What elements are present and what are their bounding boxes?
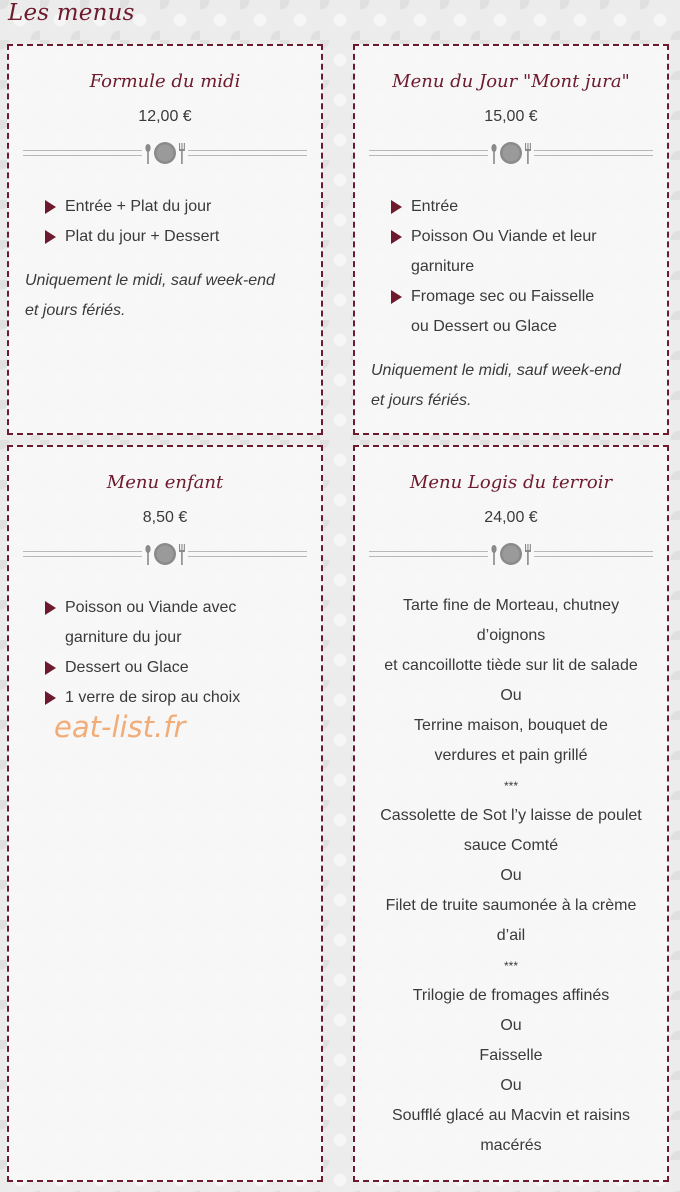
dish-line: Ou [500,1017,522,1034]
menu-items [355,192,667,342]
dish-line: d’ail [496,927,526,944]
menu-items [9,593,321,713]
plate-fork-spoon-icon [142,541,188,567]
menu-title: Menu du Jour "Mont jura" [392,71,630,92]
dish-line: Ou [500,1077,522,1094]
triangle-bullet-icon [391,290,402,304]
menu-note: Uniquement le midi, sauf week-end et jours fériés. [371,362,621,409]
list-item: Plat du jour + Dessert [45,222,307,252]
list-item: Entrée [391,192,653,222]
dish-line: Ou [500,687,522,704]
plate-fork-spoon-icon [142,140,188,166]
list-item: Poisson ou Viande avec garniture du jour [45,593,307,653]
dish-line: Ou [500,867,522,884]
plate-fork-spoon-icon [488,541,534,567]
menu-note: Uniquement le midi, sauf week-end et jours fériés. [25,272,275,319]
dish-line: d’oignons [476,627,546,644]
menu-title: Menu Logis du terroir [409,472,613,493]
dish-line: Terrine maison, bouquet de [414,717,608,734]
separator: *** [503,959,518,973]
menu-price: 24,00 € [484,509,538,526]
dish-line: Faisselle [479,1047,543,1064]
triangle-bullet-icon [45,601,56,615]
menu-price: 12,00 € [138,108,192,125]
watermark: eat-list.fr [54,710,186,744]
list-item: 1 verre de sirop au choix [45,683,307,713]
plate-divider [369,541,653,567]
menu-items [9,192,321,252]
triangle-bullet-icon [45,200,56,214]
page-title: Les menus [8,0,135,26]
dish-line: verdures et pain grillé [434,747,588,764]
triangle-bullet-icon [391,230,402,244]
dish-line: et cancoillotte tiède sur lit de salade [384,657,638,674]
menu-price: 15,00 € [484,108,538,125]
plate-divider [369,140,653,166]
menu-card-logis-terroir [353,445,669,1182]
dish-line: Tarte fine de Morteau, chutney [402,597,620,614]
list-item: Fromage sec ou Faisselle ou Dessert ou Glace [391,282,653,342]
triangle-bullet-icon [45,661,56,675]
dish-line: sauce Comté [463,837,559,854]
dish-line: Trilogie de fromages affinés [412,987,610,1004]
dish-line: Soufflé glacé au Macvin et raisins [391,1107,631,1124]
dish-line: Filet de truite saumonée à la crème [385,897,637,914]
menu-dish-lines [355,591,667,1161]
menu-title: Formule du midi [89,71,241,92]
triangle-bullet-icon [45,691,56,705]
triangle-bullet-icon [45,230,56,244]
menu-price: 8,50 € [142,509,188,526]
list-item: Entrée + Plat du jour [45,192,307,222]
menu-card-menu-enfant [7,445,323,1182]
menu-card-formule-midi [7,44,323,435]
plate-divider [23,140,307,166]
dish-line: Cassolette de Sot l’y laisse de poulet [380,807,642,824]
dish-line: macérés [480,1137,542,1154]
triangle-bullet-icon [391,200,402,214]
list-item: Poisson Ou Viande et leur garniture [391,222,653,282]
menu-title: Menu enfant [106,472,224,493]
plate-fork-spoon-icon [488,140,534,166]
menu-card-menu-du-jour [353,44,669,435]
separator: *** [503,779,518,793]
list-item: Dessert ou Glace [45,653,307,683]
plate-divider [23,541,307,567]
